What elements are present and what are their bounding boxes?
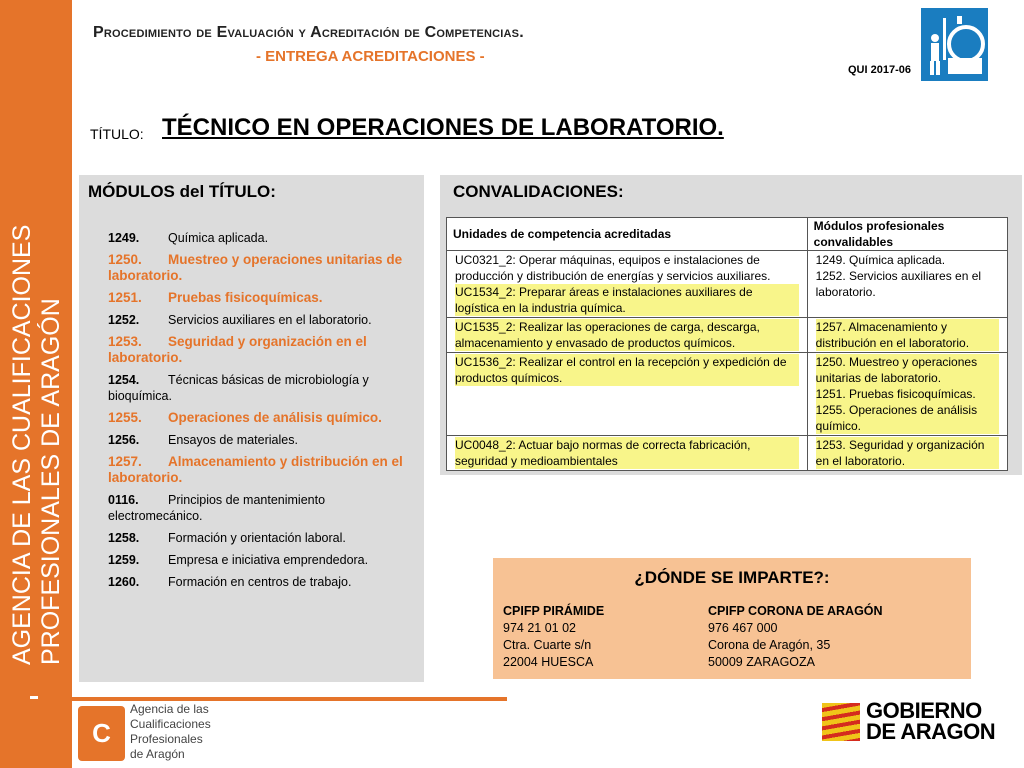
module-code: 1260. <box>108 575 140 589</box>
title-label: TÍTULO: <box>90 126 144 142</box>
center-city: 50009 ZARAGOZA <box>708 655 815 669</box>
center-address: Corona de Aragón, 35 <box>708 638 831 652</box>
module-code: 1250. <box>108 252 142 267</box>
validated-modules-cell <box>807 318 1007 353</box>
competence-units-cell <box>447 318 808 353</box>
sidebar-mark <box>30 696 38 699</box>
module-code: 1254. <box>108 373 140 387</box>
center-address: Ctra. Cuarte s/n <box>503 638 592 652</box>
competence-units-cell <box>447 251 808 318</box>
government-logo-line: DE ARAGON <box>866 719 996 744</box>
module-item <box>108 312 404 328</box>
page-title: Procedimiento de Evaluación y Acreditación de Competencias. <box>93 24 524 41</box>
modules-list <box>108 230 404 596</box>
module-item <box>108 334 404 366</box>
page-subtitle: - ENTREGA ACREDITACIONES - <box>256 48 485 65</box>
module-name: Principios de mantenimiento electromecánico. <box>108 493 326 523</box>
module-name: Formación en centros de trabajo. <box>168 575 352 589</box>
aragon-flag-icon <box>822 703 860 741</box>
module-name: Ensayos de materiales. <box>168 433 298 447</box>
module-name: Formación y orientación laboral. <box>168 531 346 545</box>
where-taught-heading: ¿DÓNDE SE IMPARTE?: <box>634 568 830 587</box>
competence-unit: UC0048_2: Actuar bajo normas de correcta fabricación, seguridad y medioambientales <box>455 437 799 469</box>
sidebar-band <box>0 0 72 768</box>
government-logo-line: GOBIERNO <box>866 698 982 723</box>
validated-module: 1257. Almacenamiento y distribución en el laboratorio. <box>816 319 999 351</box>
center-name: CPIFP PIRÁMIDE <box>503 604 605 618</box>
module-item <box>108 454 404 486</box>
table-row <box>447 251 1008 318</box>
module-code: 1251. <box>108 290 142 305</box>
competence-units-cell <box>447 353 808 436</box>
module-item <box>108 410 404 426</box>
validated-module: 1250. Muestreo y operaciones unitarias de laboratorio. <box>816 354 999 386</box>
validated-modules-cell <box>807 251 1007 318</box>
agency-name-line: Agencia de las <box>130 702 209 716</box>
module-item <box>108 552 404 568</box>
validated-module: 1255. Operaciones de análisis químico. <box>816 402 999 434</box>
competence-unit: UC1536_2: Realizar el control en la recepción y expedición de productos químicos. <box>455 354 799 386</box>
center-phone: 974 21 01 02 <box>503 621 576 635</box>
module-code: 0116. <box>108 493 139 507</box>
where-taught-box <box>493 558 971 679</box>
center-name: CPIFP CORONA DE ARAGÓN <box>708 604 883 618</box>
module-code: 1249. <box>108 231 140 245</box>
table-row <box>447 353 1008 436</box>
validated-module: 1253. Seguridad y organización en el laboratorio. <box>816 437 999 469</box>
module-item <box>108 492 404 524</box>
agency-name <box>130 702 211 762</box>
agency-name-line: de Aragón <box>130 747 185 761</box>
module-name: Operaciones de análisis químico. <box>168 410 382 425</box>
module-item <box>108 372 404 404</box>
column-header-units: Unidades de competencia acreditadas <box>447 218 808 251</box>
document-code: QUI 2017-06 <box>848 64 911 76</box>
agency-name-line: Profesionales <box>130 732 203 746</box>
table-row <box>447 318 1008 353</box>
agency-logo-icon: C <box>78 706 125 761</box>
module-name: Empresa e iniciativa emprendedora. <box>168 553 369 567</box>
module-item <box>108 530 404 546</box>
convalidations-table <box>446 217 1008 471</box>
table-header-row <box>447 218 1008 251</box>
center-phone: 976 467 000 <box>708 621 778 635</box>
module-item <box>108 290 404 306</box>
convalidations-panel <box>440 175 1022 475</box>
validated-modules-cell <box>807 436 1007 471</box>
agency-vertical-title: AGENCIA DE LAS CUALIFICACIONES PROFESIONALES DE ARAGÓN <box>8 224 65 665</box>
competence-unit: UC1535_2: Realizar las operaciones de carga, descarga, almacenamiento y envasado de productos químicos. <box>455 319 799 351</box>
module-code: 1259. <box>108 553 140 567</box>
module-name: Seguridad y organización en el laboratorio. <box>108 334 367 365</box>
validated-modules-cell <box>807 353 1007 436</box>
module-name: Servicios auxiliares en el laboratorio. <box>168 313 372 327</box>
agency-name-line: Cualificaciones <box>130 717 211 731</box>
competence-units-cell <box>447 436 808 471</box>
module-name: Química aplicada. <box>168 231 269 245</box>
column-header-modules: Módulos profesionales convalidables <box>807 218 1007 251</box>
laboratory-logo-icon <box>921 8 988 81</box>
validated-module: 1249. Química aplicada. <box>815 253 946 267</box>
module-name: Almacenamiento y distribución en el laboratorio. <box>108 454 403 485</box>
degree-title: TÉCNICO EN OPERACIONES DE LABORATORIO. <box>162 114 724 141</box>
table-row <box>447 436 1008 471</box>
module-item <box>108 252 404 284</box>
validated-module: 1251. Pruebas fisicoquímicas. <box>816 386 999 402</box>
module-code: 1257. <box>108 454 142 469</box>
government-logo <box>866 700 995 742</box>
validated-module: 1252. Servicios auxiliares en el laboratorio. <box>815 269 982 299</box>
competence-unit: UC1534_2: Preparar áreas e instalaciones auxiliares de logística en la industria química. <box>455 284 799 316</box>
modules-heading: MÓDULOS del TÍTULO: <box>88 182 276 201</box>
modules-panel <box>79 175 424 682</box>
footer-divider <box>72 697 507 701</box>
center-corona <box>708 603 883 671</box>
module-name: Técnicas básicas de microbiología y bioquímica. <box>108 373 369 403</box>
convalidations-heading: CONVALIDACIONES: <box>453 182 624 201</box>
module-code: 1256. <box>108 433 140 447</box>
module-name: Pruebas fisicoquímicas. <box>168 290 323 305</box>
module-code: 1255. <box>108 410 142 425</box>
module-item <box>108 432 404 448</box>
module-code: 1253. <box>108 334 142 349</box>
module-code: 1252. <box>108 313 140 327</box>
module-item <box>108 230 404 246</box>
competence-unit: UC0321_2: Operar máquinas, equipos e instalaciones de producción y distribución de energías y servicios auxiliares. <box>455 253 771 283</box>
module-code: 1258. <box>108 531 140 545</box>
center-pyramid <box>503 603 604 671</box>
module-item <box>108 574 404 590</box>
center-city: 22004 HUESCA <box>503 655 594 669</box>
module-name: Muestreo y operaciones unitarias de laboratorio. <box>108 252 403 283</box>
